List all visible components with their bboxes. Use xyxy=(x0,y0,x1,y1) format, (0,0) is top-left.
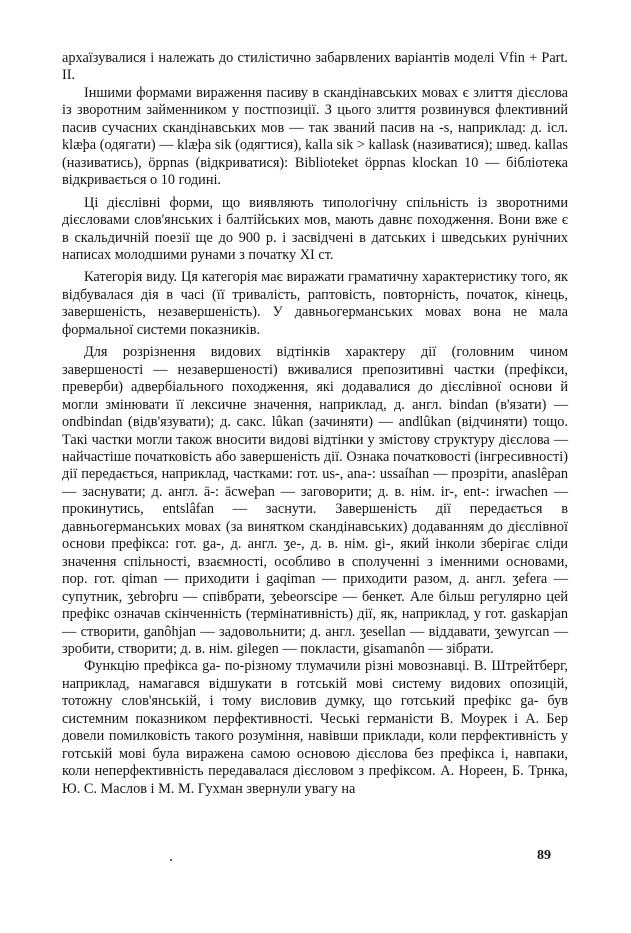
paragraph-continuation: архаїзувалися і належать до стилістично забарвлених варіантів моделі Vfin + Part. II. xyxy=(62,50,568,84)
print-speck xyxy=(170,859,172,861)
paragraph-verb-forms: Ці дієслівні форми, що виявляють типологічну спільність із зворотними дієсловами слов'янських і балтійських мов, мають давнє походження. Вони вже є в скальдичній поезії ще до 900 р. і засвідчені в датських і шведських рунічних написах молодшими рунами з початку XI ст. xyxy=(62,194,568,263)
page-number: 89 xyxy=(537,848,551,863)
body-text xyxy=(62,50,568,798)
paragraph-aspect-prefixes: Для розрізнення видових відтінків характеру дії (головним чином завершеності — незавершеності) вживалися препозитивні частки (префікси, преверби) адвербіального походження, які додавалися до дієслівної основи й могли змінювати її лексичне значення, наприклад, д. англ. bindan (в'язати) — ondbindan (відв'язувати); д. сакс. lûkan (зачиняти) — andlûkan (відчиняти) тощо. Такі частки могли також вносити видові відтінки у змістову структуру дієслова — найчастіше початковість або завершеність дії. Ознака початковості (інгресивності) дії передається, наприклад, частками: гот. us-, ana-: ussaíhan — прозріти, anaslêpan — заснувати; д. англ. ā-: ācweþan — заговорити; д. в. нім. ir-, ent-: irwachen — прокинутись, entslâfan — заснути. Завершеність дії передається в давньогерманських мовах (за винятком скандінавських) додаванням до дієслівної основи префікса: гот. ga-, д. англ. ʒe-, д. в. нім. gi-, який інколи зберігає сліди значення спільності, взаємності, особливо в сполученні з іменними основами, пор. гот. qiman — приходити і gaqiman — приходити разом, д. англ. ʒefera — супутник, ʒebroþru — співбрати, ʒebeorscipe — бенкет. Але більш регулярно цей префікс означав скінченність (термінативність) дії, як, наприклад, у гот. gaskapjan — створити, ganôhjan — задовольнити; д. англ. ʒesellan — віддавати, ʒewyrcan — зробити, створити; д. в. нім. gilegen — покласти, gisamanôn — зібрати. xyxy=(62,344,568,657)
paragraph-ga-prefix: Функцію префікса ga- по-різному тлумачили різні мовознавці. В. Штрейтберг, наприклад, намагався відшукати в готській мові систему видових опозицій, тотожну слов'янській, і тому висловив думку, що готський префікс ga- був системним показником перфективності. Чеські германісти В. Моурек і А. Бер довели помилковість такого розуміння, навівши приклади, коли перфективність у готській мові була виражена самою основою дієслова без префікса і, навпаки, коли неперфективність передавалася дієсловом з префіксом. А. Нореен, Б. Трнка, Ю. С. Маслов і М. М. Гухман звернули увагу на xyxy=(62,658,568,797)
paragraph-aspect-category: Категорія виду. Ця категорія має виражати граматичну характеристику того, як відбувалася дія в часі (її тривалість, раптовість, повторність, початок, кінець, завершеність, незавершеність). У давньогерманських мовах вона не мала формальної системи показників. xyxy=(62,269,568,338)
paragraph-passive-forms: Іншими формами вираження пасиву в скандінавських мовах є злиття дієслова із зворотним займенником у постпозиції. З цього злиття розвинувся флективний пасив сучасних скандінавських мов — так званий пасив на -s, наприклад: д. ісл. klæþa (одягати) — klæþa sik (одягтися), kalla sik > kallask (називатися); швед. kallas (називатись), öppnas (відкриватися): Biblioteket öppnas klockan 10 — бібліотека відкривається о 10 годині. xyxy=(62,84,568,189)
